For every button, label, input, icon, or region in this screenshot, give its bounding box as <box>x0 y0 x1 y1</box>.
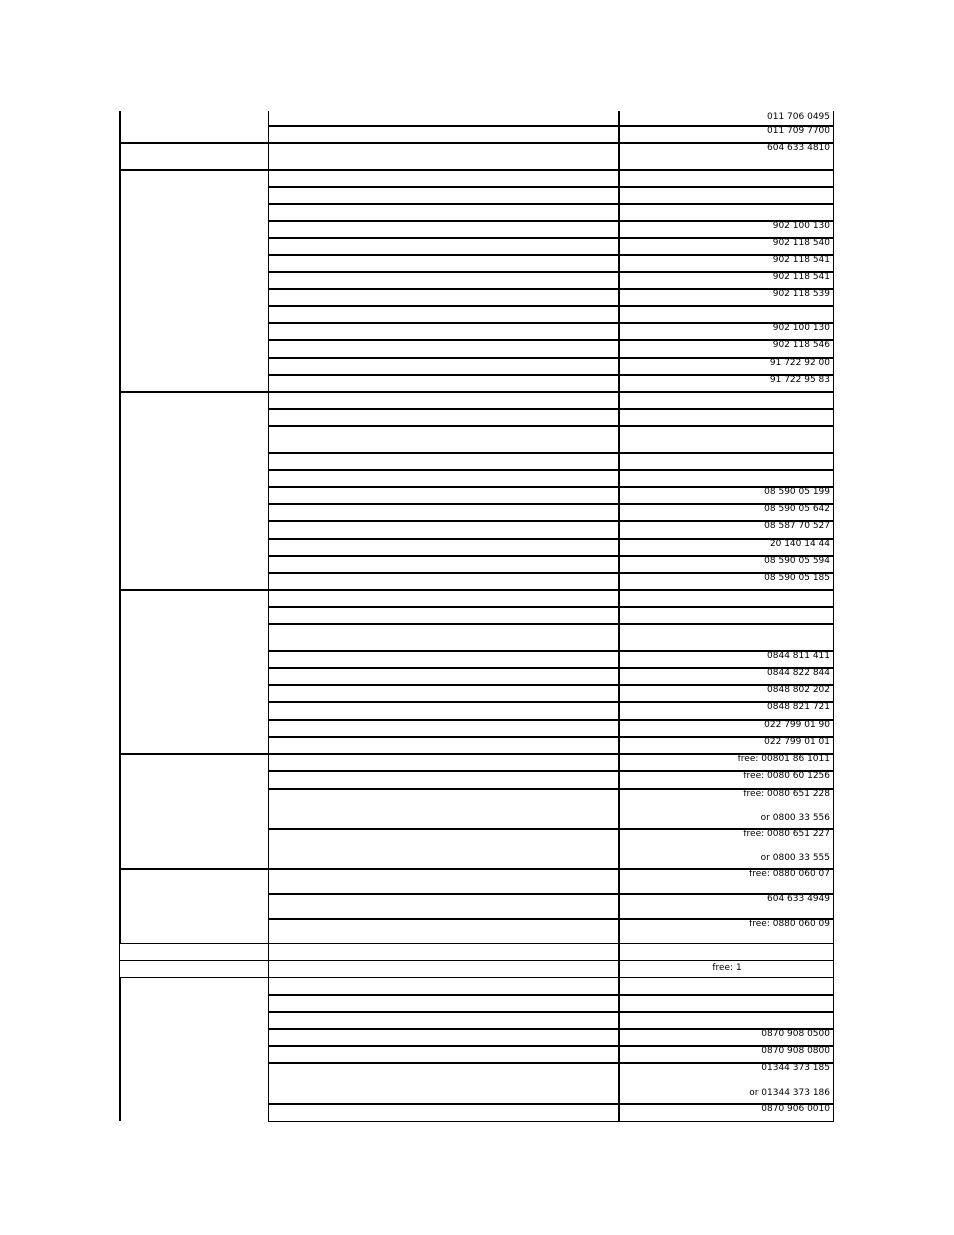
row-separator <box>268 186 834 188</box>
phone-number: 022 799 01 01 <box>764 737 830 747</box>
country-cell-border <box>119 893 121 918</box>
phone-number: 0848 802 202 <box>767 685 830 695</box>
country-cell-border <box>119 452 121 469</box>
country-cell-border <box>119 305 121 322</box>
phone-number: free: 0880 060 09 <box>749 919 830 929</box>
phone-number: 011 706 0495 <box>767 112 830 122</box>
phone-number-alt: or 01344 373 186 <box>749 1088 830 1098</box>
phone-number: 0848 821 721 <box>767 702 830 712</box>
country-cell-border <box>119 1062 121 1103</box>
country-cell-border <box>119 606 121 623</box>
country-cell-border <box>119 960 120 977</box>
row-separator <box>268 606 834 608</box>
phone-number: 08 590 05 185 <box>764 573 830 583</box>
phone-number: 902 118 540 <box>772 238 830 248</box>
country-cell-border <box>119 111 121 125</box>
phone-number: 902 118 539 <box>772 289 830 299</box>
row-separator <box>268 203 834 205</box>
phone-number-alt: or 0800 33 555 <box>760 853 830 863</box>
phone-number: 08 590 05 642 <box>764 504 830 514</box>
phone-number-alt: or 0800 33 556 <box>760 813 830 823</box>
phone-number: 08 590 05 199 <box>764 487 830 497</box>
row-separator <box>119 589 834 591</box>
country-cell-border <box>119 237 121 254</box>
phone-number: 902 118 541 <box>772 255 830 265</box>
country-cell-border <box>119 1011 121 1028</box>
country-cell-border <box>119 254 121 271</box>
country-cell-border <box>119 555 121 572</box>
country-cell-border <box>119 977 121 994</box>
row-separator <box>268 305 834 307</box>
row-separator <box>268 425 834 427</box>
phone-number: 902 118 546 <box>772 340 830 350</box>
phone-number: 0844 811 411 <box>767 651 830 661</box>
country-cell-border <box>119 125 121 142</box>
country-cell-border <box>119 520 121 538</box>
phone-number: 91 722 95 83 <box>769 375 830 385</box>
phone-number: 20 140 14 44 <box>769 539 830 549</box>
country-cell-border <box>119 220 121 237</box>
phone-number: 08 590 05 594 <box>764 556 830 566</box>
phone-number: 0870 906 0010 <box>761 1104 830 1114</box>
country-cell-border <box>119 719 121 736</box>
country-cell-border <box>119 203 121 220</box>
row-separator <box>119 391 834 393</box>
country-cell-border <box>119 538 121 555</box>
phone-number: 902 118 541 <box>772 272 830 282</box>
country-cell-border <box>119 572 121 589</box>
country-cell-border <box>119 1028 121 1045</box>
country-cell-border <box>119 684 121 701</box>
country-cell-border <box>119 701 121 719</box>
country-cell-border <box>119 918 121 943</box>
row-separator <box>268 1121 834 1122</box>
column-line <box>268 111 269 1121</box>
row-separator <box>268 1011 834 1013</box>
country-cell-border <box>119 271 121 288</box>
phone-number: free: 1 <box>712 963 742 973</box>
row-separator <box>119 169 834 171</box>
country-cell-border <box>119 469 121 486</box>
country-cell-border <box>119 408 121 425</box>
country-cell-border <box>119 667 121 684</box>
phone-number: 0844 822 844 <box>767 668 830 678</box>
country-cell-border <box>119 322 121 339</box>
row-separator <box>268 452 834 454</box>
row-separator <box>119 943 834 944</box>
country-cell-border <box>119 753 121 770</box>
country-cell-border <box>119 339 121 357</box>
country-cell-border <box>119 169 121 186</box>
country-cell-border <box>119 736 121 753</box>
country-cell-border <box>119 770 121 788</box>
country-cell-border <box>119 425 121 452</box>
country-cell-border <box>119 142 121 169</box>
country-cell-border <box>119 288 121 305</box>
phone-number: free: 0080 60 1256 <box>743 771 830 781</box>
row-separator <box>268 469 834 471</box>
country-cell-border <box>119 994 121 1011</box>
phone-number: 08 587 70 527 <box>764 521 830 531</box>
country-cell-border <box>119 186 121 203</box>
phone-number: 0870 908 0500 <box>761 1029 830 1039</box>
country-cell-border <box>119 650 121 667</box>
row-separator <box>268 994 834 996</box>
phone-number: 011 709 7700 <box>767 126 830 136</box>
phone-number: free: 0080 651 228 <box>743 789 830 799</box>
country-cell-border <box>119 503 121 520</box>
phone-number: free: 0080 651 227 <box>743 829 830 839</box>
row-separator <box>119 960 834 961</box>
country-cell-border <box>119 788 121 828</box>
row-separator <box>268 623 834 625</box>
phone-number: 902 100 130 <box>772 221 830 231</box>
phone-number: 022 799 01 90 <box>764 720 830 730</box>
country-cell-border <box>119 357 121 374</box>
country-cell-border <box>119 486 121 503</box>
country-cell-border <box>119 1045 121 1062</box>
country-cell-border <box>119 868 121 893</box>
row-separator <box>119 977 834 978</box>
phone-number: free: 00801 86 1011 <box>737 754 830 764</box>
phone-number: 0870 908 0800 <box>761 1046 830 1056</box>
phone-number: 01344 373 185 <box>761 1063 830 1073</box>
country-cell-border <box>119 943 120 960</box>
country-cell-border <box>119 391 121 408</box>
country-cell-border <box>119 1103 121 1121</box>
phone-number: 902 100 130 <box>772 323 830 333</box>
country-cell-border <box>119 623 121 650</box>
phone-number: 604 633 4810 <box>767 143 830 153</box>
row-separator <box>268 408 834 410</box>
country-cell-border <box>119 589 121 606</box>
phone-number: 91 722 92 00 <box>769 358 830 368</box>
phone-number: 604 633 4949 <box>767 894 830 904</box>
phone-number: free: 0880 060 07 <box>749 869 830 879</box>
country-cell-border <box>119 828 121 868</box>
country-cell-border <box>119 374 121 391</box>
